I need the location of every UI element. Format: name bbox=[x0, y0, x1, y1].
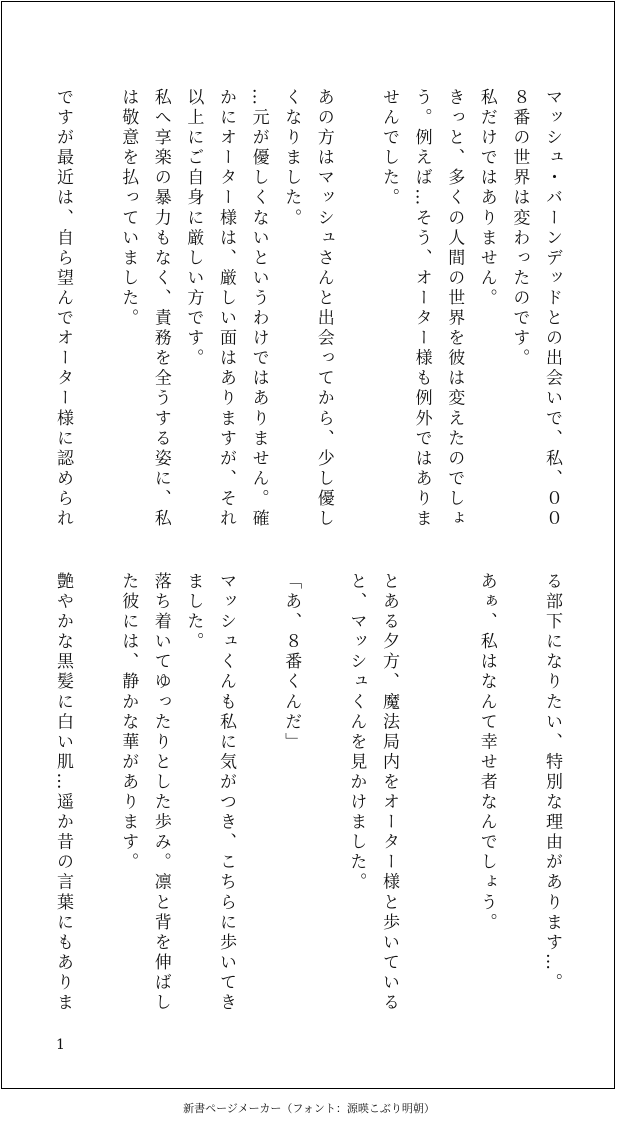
upper-column-5: う。例えば…そう、オーター様も例外ではありま bbox=[411, 88, 432, 530]
lower-column-1: る部下になりたい、特別な理由があります…。 bbox=[542, 572, 562, 994]
upper-column-12: 以上にご自身に厳しい方です。 bbox=[183, 88, 204, 369]
lower-column-6: とある夕方、魔法局内をオーター様と歩いている bbox=[379, 572, 399, 1014]
upper-column-4: きっと、多くの人間の世界を彼は変えたのでしょ bbox=[444, 88, 465, 530]
upper-column-16: ですが最近は、自ら望んでオーター様に認められ bbox=[53, 88, 73, 530]
lower-column-3: あぁ、私はなんて幸せ者なんでしょう。 bbox=[476, 572, 497, 933]
lower-column-7: と、マッシュくんを見かけました。 bbox=[346, 572, 367, 893]
page-number: 1 bbox=[56, 1037, 65, 1053]
lower-column-9: 「あ、８番くんだ」 bbox=[281, 572, 302, 753]
upper-column-10: …元が優しくないというわけではありません。確 bbox=[248, 88, 269, 530]
lower-column-16: 艶やかな黒髪に白い肌…遥か昔の言葉にもありま bbox=[53, 572, 73, 1014]
lower-column-14: た彼には、静かな華があります。 bbox=[118, 572, 139, 873]
upper-column-11: かにオーター様は、厳しい面はありますが、それ bbox=[216, 88, 236, 530]
lower-column-11: マッシュくんも私に気がつき、こちらに歩いてき bbox=[216, 572, 236, 1014]
upper-column-8: あの方はマッシュさんと出会ってから、少し優し bbox=[313, 88, 334, 530]
footer-credit: 新書ページメーカー（フォント：源暎こぶり明朝） bbox=[183, 1102, 435, 1115]
book-page bbox=[1, 1, 615, 1089]
upper-column-3: 私だけではありません。 bbox=[476, 88, 497, 309]
lower-column-13: 落ち着いてゆったりとした歩み。凛と背を伸ばし bbox=[150, 572, 171, 1014]
lower-column-12: ました。 bbox=[183, 572, 204, 653]
upper-column-2: ８番の世界は変わったのです。 bbox=[509, 88, 530, 369]
upper-column-13: 私へ享楽の暴力もなく、責務を全うする姿に、私 bbox=[150, 88, 171, 530]
upper-column-14: は敬意を払っていました。 bbox=[118, 88, 139, 329]
upper-column-9: くなりました。 bbox=[281, 88, 302, 229]
upper-column-1: マッシュ・バーンデッドとの出会いで、私、００ bbox=[542, 88, 562, 530]
upper-column-6: せんでした。 bbox=[379, 88, 399, 209]
